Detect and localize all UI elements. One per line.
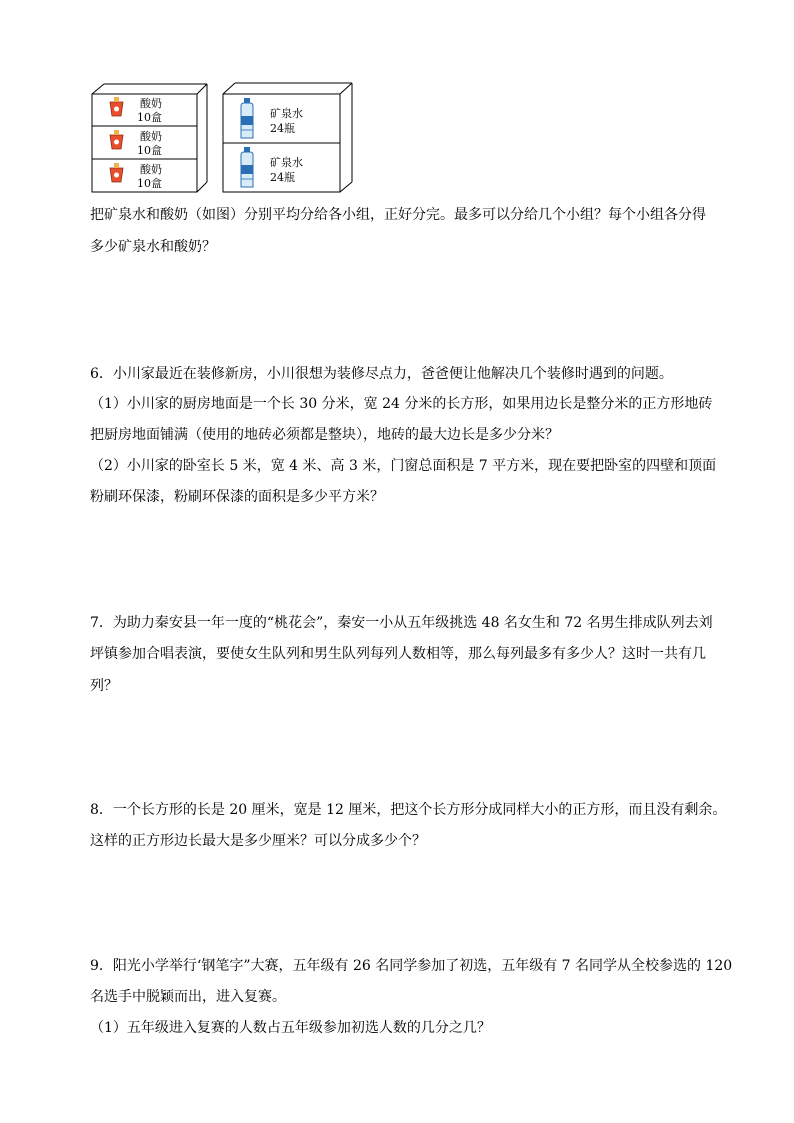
yogurt-qty-label: 10盒 [137, 111, 162, 124]
q9-line-1: 9．阳光小学举行‘钢笔字”大赛，五年级有 26 名同学参加了初选，五年级有 7 名同学从全校参选的 120 [90, 958, 733, 974]
yogurt-name-label: 酸奶 [140, 97, 162, 110]
yogurt-name-label: 酸奶 [140, 163, 162, 176]
water-name-label: 矿泉水 [270, 156, 303, 169]
goods-figure [90, 80, 360, 196]
yogurt-icon [110, 163, 123, 182]
yogurt-qty-label: 10盒 [137, 144, 162, 157]
q9-line-3: （1）五年级进入复赛的人数占五年级参加初选人数的几分之几？ [90, 1020, 491, 1036]
q6-line-5: 粉刷环保漆，粉刷环保漆的面积是多少平方米？ [90, 489, 384, 505]
q9-line-2: 名选手中脱颖而出，进入复赛。 [90, 989, 286, 1005]
yogurt-qty-label: 10盒 [137, 177, 162, 190]
q8-line-1: 8．一个长方形的长是 20 厘米，宽是 12 厘米，把这个长方形分成同样大小的正方形，而且没有剩余。 [90, 802, 727, 818]
water-qty-label: 24瓶 [270, 122, 295, 135]
q6-line-1: 6．小川家最近在装修新房，小川很想为装修尽点力，爸爸便让他解决几个装修时遇到的问题。 [90, 366, 673, 382]
q7-line-2: 坪镇参加合唱表演，要使女生队列和男生队列每列人数相等，那么每列最多有多少人？这时一共有几 [90, 646, 706, 662]
water-qty-label: 24瓶 [270, 171, 295, 184]
q7-line-1: 7．为助力秦安县一年一度的“桃花会”，秦安一小从五年级挑选 48 名女生和 72 名男生排成队列去刘 [90, 615, 713, 631]
q8-line-2: 这样的正方形边长最大是多少厘米？可以分成多少个？ [90, 833, 426, 849]
water-bottle-icon [241, 98, 253, 138]
q5-line-2: 多少矿泉水和酸奶？ [90, 239, 216, 255]
water-name-label: 矿泉水 [270, 107, 303, 120]
q6-line-2: （1）小川家的厨房地面是一个长 30 分米，宽 24 分米的长方形，如果用边长是整分米的正方形地砖 [90, 396, 713, 412]
q6-line-4: （2）小川家的卧室长 5 米，宽 4 米、高 3 米，门窗总面积是 7 平方米，现在要把卧室的四壁和顶面 [90, 458, 717, 474]
yogurt-icon [110, 130, 123, 149]
yogurt-icon [110, 97, 123, 116]
yogurt-name-label: 酸奶 [140, 130, 162, 143]
q7-line-3: 列？ [90, 678, 118, 694]
q5-line-1: 把矿泉水和酸奶（如图）分别平均分给各小组，正好分完。最多可以分给几个小组？每个小组各分得 [90, 207, 706, 223]
water-bottle-icon [241, 147, 253, 187]
q6-line-3: 把厨房地面铺满（使用的地砖必须都是整块），地砖的最大边长是多少分米？ [90, 427, 559, 443]
